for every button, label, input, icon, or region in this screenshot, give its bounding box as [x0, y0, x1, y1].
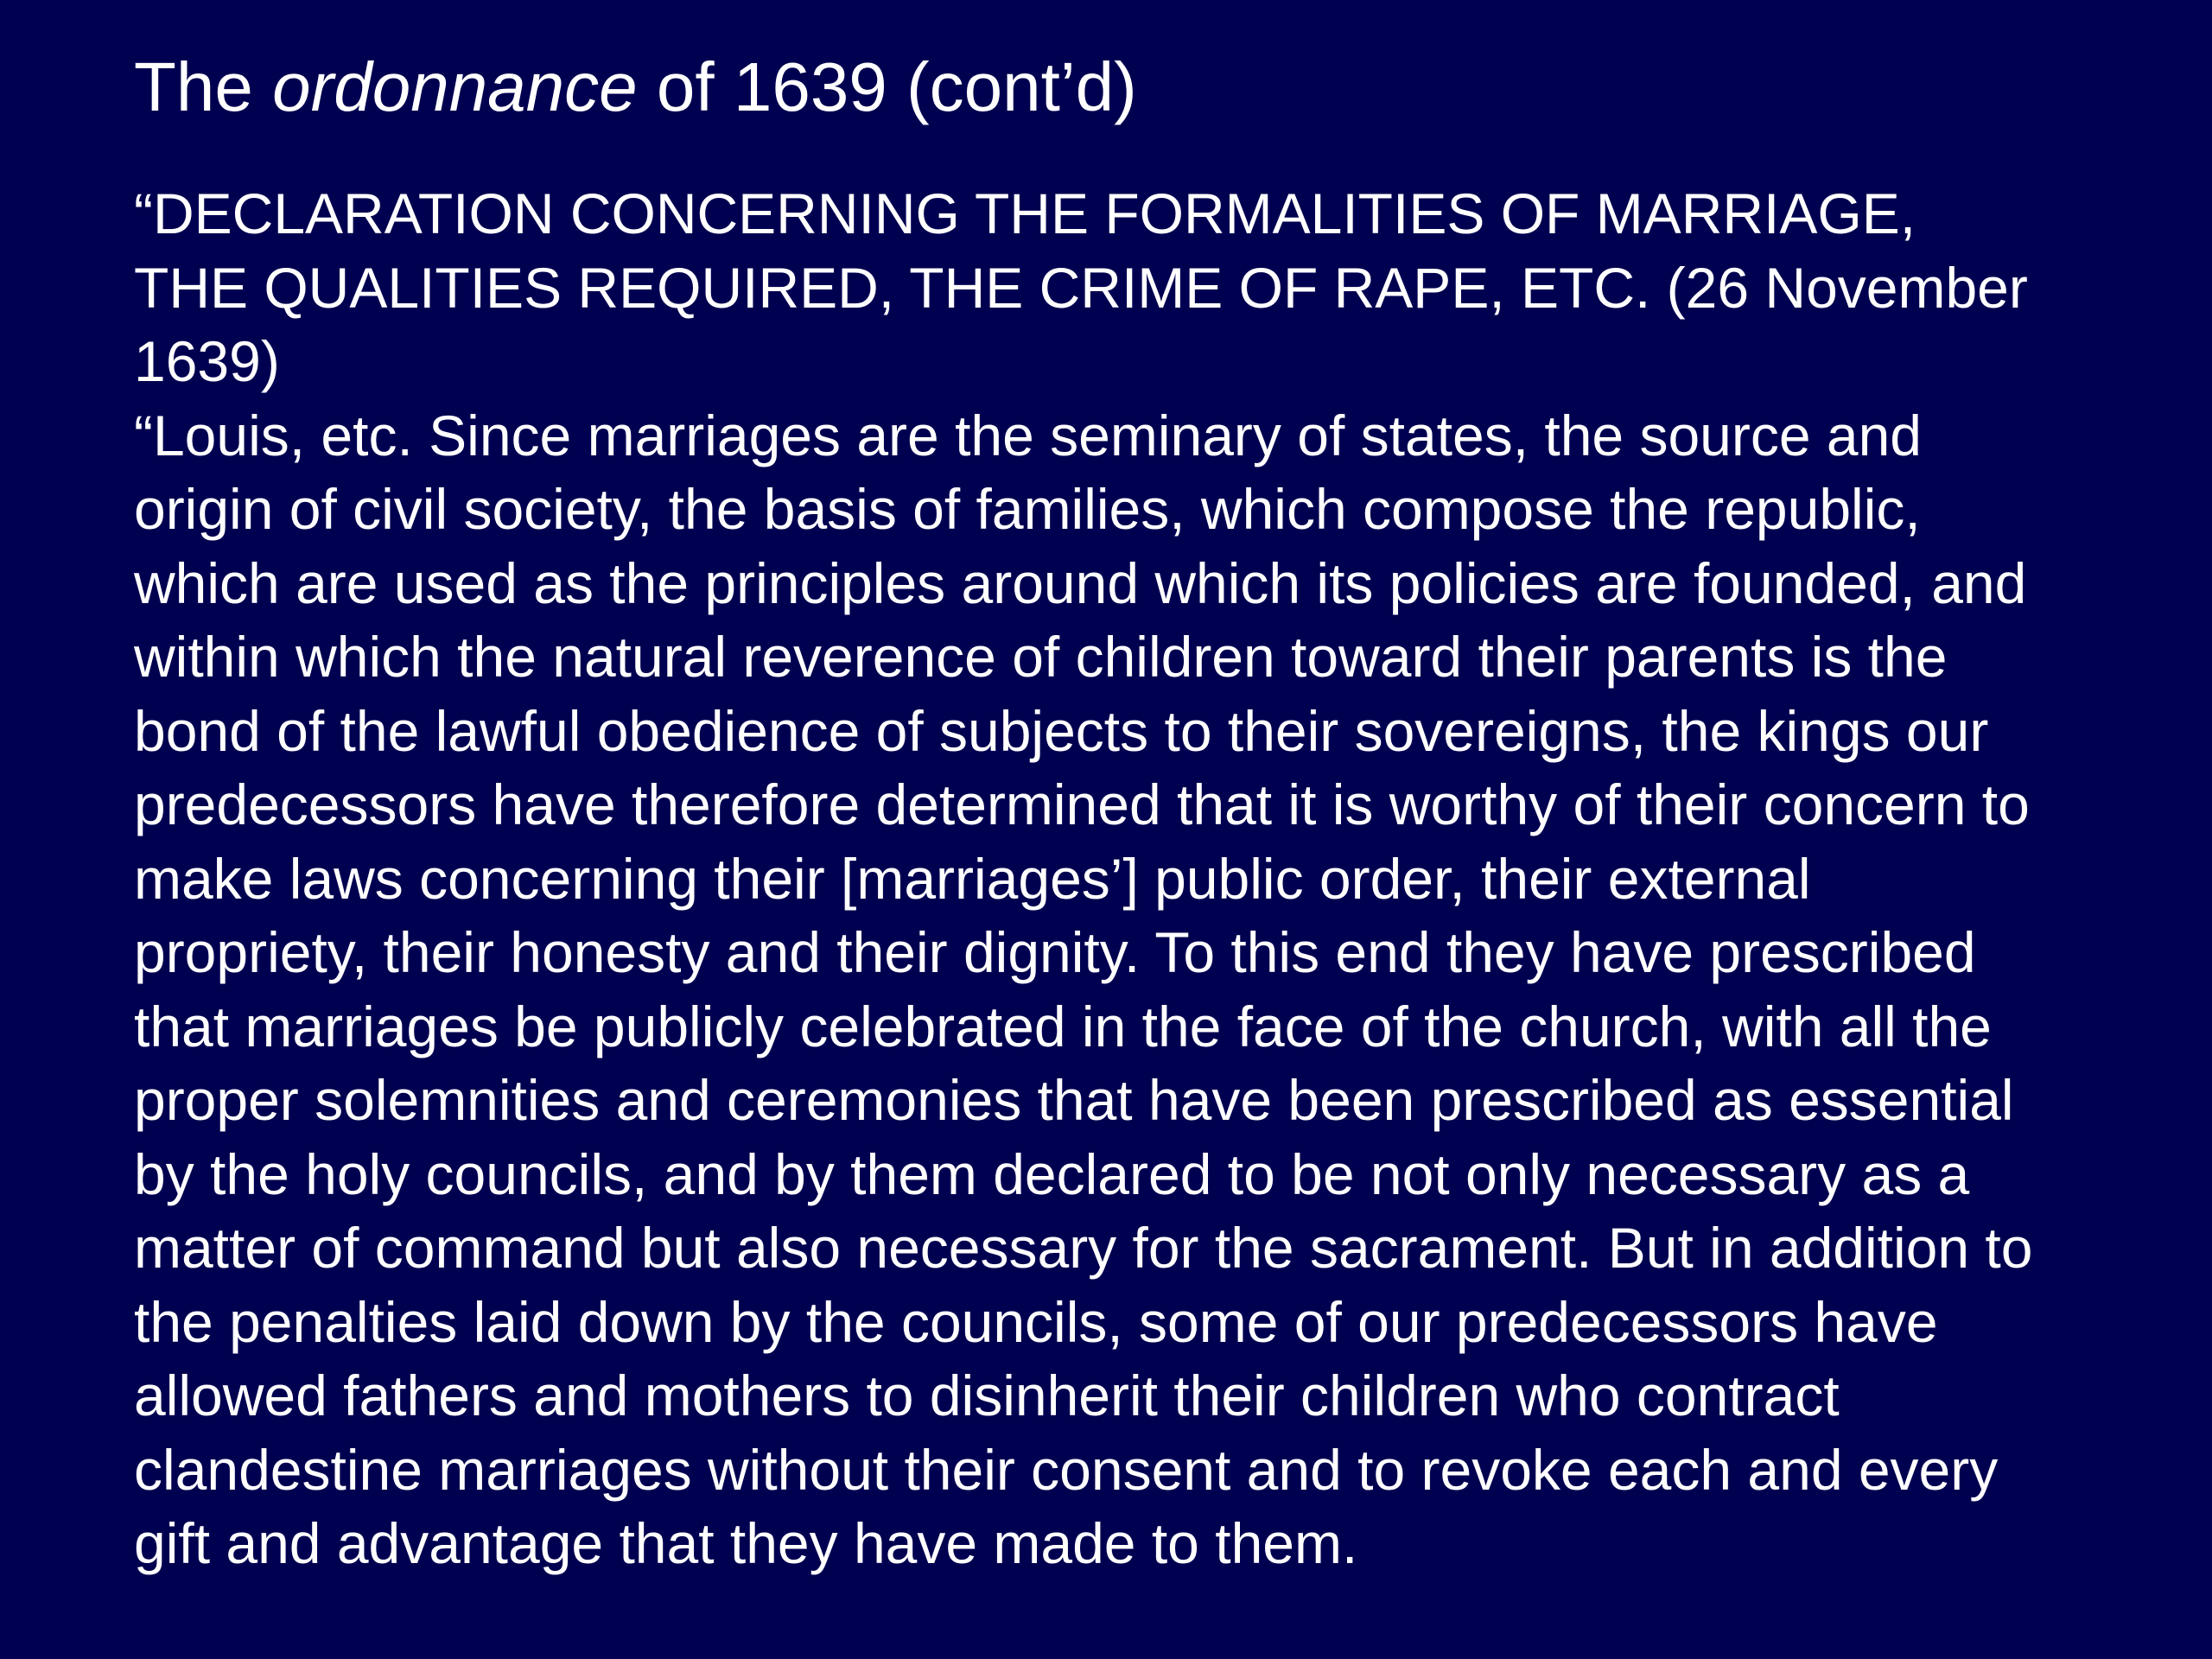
title-prefix: The: [134, 48, 273, 125]
title-italic-word: ordonnance: [272, 48, 638, 125]
title-suffix: of 1639 (cont’d): [637, 48, 1137, 125]
slide-body: [134, 177, 2190, 1581]
slide-title: [134, 41, 1137, 132]
declaration-text: “Louis, etc. Since marriages are the seminary of states, the source and origin of civil society, the basis of families, which compose the republic, which are used as the principles around which its policies are founded, and within which the natural reverence of children toward their parents is the bond of the lawful obedience of subjects to their sovereigns, the kings our predecessors have therefore determined that it is worthy of their concern to make laws concerning their [marriages’] public order, their external propriety, their honesty and their dignity. To this end they have prescribed that marriages be publicly celebrated in the face of the church, with all the proper solemnities and ceremonies that have been prescribed as essential by the holy councils, and by them declared to be not only necessary as a matter of command but also necessary for the sacrament. But in addition to the penalties laid down by the councils, some of our predecessors have allowed fathers and mothers to disinherit their children who contract clandestine marriages without their consent and to revoke each and every gift and advantage that they have made to them.: [134, 403, 2033, 1575]
declaration-heading: “DECLARATION CONCERNING THE FORMALITIES OF MARRIAGE, THE QUALITIES REQUIRED, THE CRIME OF RAPE, ETC. (26 November 1639): [134, 181, 2028, 393]
